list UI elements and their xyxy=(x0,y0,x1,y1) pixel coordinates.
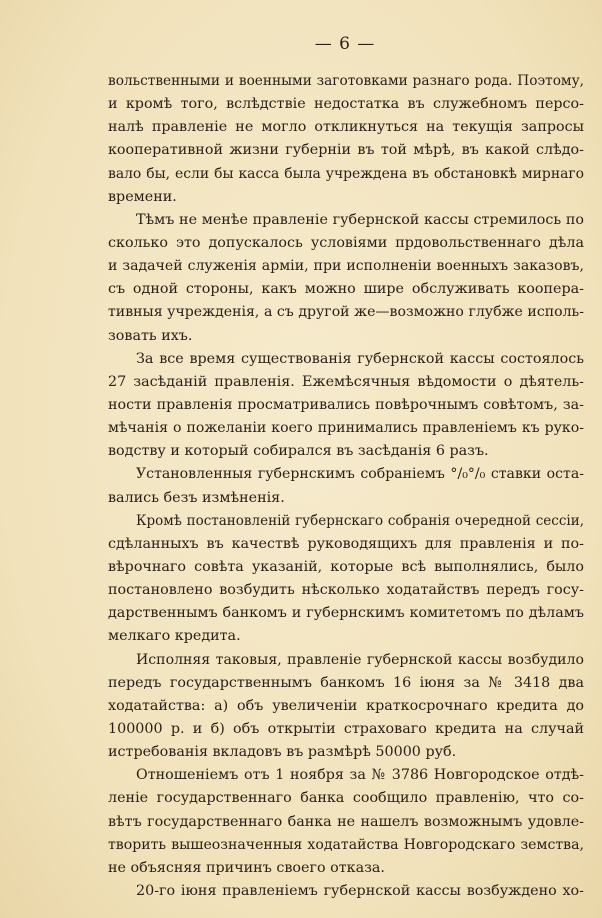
text-line: Отношеніемъ отъ 1 ноября за № 3786 Новгородское отдѣ- xyxy=(136,767,584,784)
text-line: сколько это допускалось условіями прдовольственнаго дѣла xyxy=(108,234,584,251)
text-line: Кромѣ постановленій губернскаго собранія очередной сессіи, xyxy=(136,512,584,529)
text-line: времени. xyxy=(108,188,177,205)
text-line: тивныя учрежденія, а съ другой же—возможно глубже исполь- xyxy=(108,304,584,321)
text-line: леніе государственнаго банка сообщило правленію, что со- xyxy=(108,790,584,807)
page-number: — 6 — xyxy=(314,34,376,54)
text-line: творить вышеозначенныя ходатайства Новгородскаго земства, xyxy=(108,836,584,853)
text-line: съ одной стороны, какъ можно шире обслуживать коопера- xyxy=(108,281,584,298)
text-line: мелкаго кредита. xyxy=(108,628,241,645)
body-text xyxy=(108,70,584,903)
text-line: 27 засѣданій правленія. Ежемѣсячныя вѣдомости о дѣятель- xyxy=(108,373,584,390)
text-line: налѣ правленіе не могло откликнуться на текущія запросы xyxy=(108,119,584,136)
text-line: За все время существованія губернской кассы состоялось xyxy=(136,350,584,367)
text-line: и задачей служенія арміи, при исполненіи военныхъ заказовъ, xyxy=(108,258,584,275)
text-line: Исполняя таковыя, правленіе губернской кассы возбудило xyxy=(136,651,584,668)
text-line: Тѣмъ не менѣе правленіе губернской кассы стремилось по xyxy=(136,211,584,228)
text-line: зовать ихъ. xyxy=(108,327,193,344)
text-line: водству и который собирался въ засѣданія 6 разъ. xyxy=(108,443,489,460)
text-line: ности правленія просматривались повѣрочнымъ совѣтомъ, за- xyxy=(108,396,584,413)
text-line: 100000 р. и б) объ открытіи страховаго кредита на случай xyxy=(108,720,584,737)
text-line: 20-го іюня правленіемъ губернской кассы возбуждено хо- xyxy=(136,882,584,899)
text-line: вѣрочнаго совѣта указаній, которые всѣ выполнялись, было xyxy=(108,558,584,575)
text-line: и кромѣ того, вслѣдствіе недостатка въ служебномъ персо- xyxy=(108,96,584,113)
text-line: кооперативной жизни губерніи въ той мѣрѣ, въ какой слѣдо- xyxy=(108,142,584,159)
text-line: вѣтъ государственнаго банка не нашелъ возможнымъ удовле- xyxy=(108,813,584,830)
text-line: постановлено возбудить нѣсколько ходатайствъ передъ госу- xyxy=(108,582,584,599)
text-line: передъ государственнымъ банкомъ 16 іюня за № 3418 два xyxy=(108,674,584,691)
text-line: истребованія вкладовъ въ размѣрѣ 50000 руб. xyxy=(108,744,457,761)
text-line: Установленныя губернскимъ собраніемъ °/₀°/₀ ставки оста- xyxy=(136,466,584,483)
text-line: мѣчанія о пожеланіи коего принимались правленіемъ къ руко- xyxy=(108,420,584,437)
text-line: ходатайства: а) объ увеличеніи краткосрочнаго кредита до xyxy=(108,697,584,714)
text-line: вались безъ измѣненія. xyxy=(108,489,285,506)
text-line: вало бы, если бы касса была учреждена въ обстановкѣ мирнаго xyxy=(108,165,584,182)
text-line: сдѣланныхъ въ качествѣ руководящихъ для правленія и по- xyxy=(108,535,584,552)
text-line: не объясняя причинъ своего отказа. xyxy=(108,859,385,876)
text-line: дарственнымъ банкомъ и губернскимъ комитетомъ по дѣламъ xyxy=(108,605,584,622)
text-line: вольственными и военными заготовками разнаго рода. Поэтому, xyxy=(108,73,584,89)
